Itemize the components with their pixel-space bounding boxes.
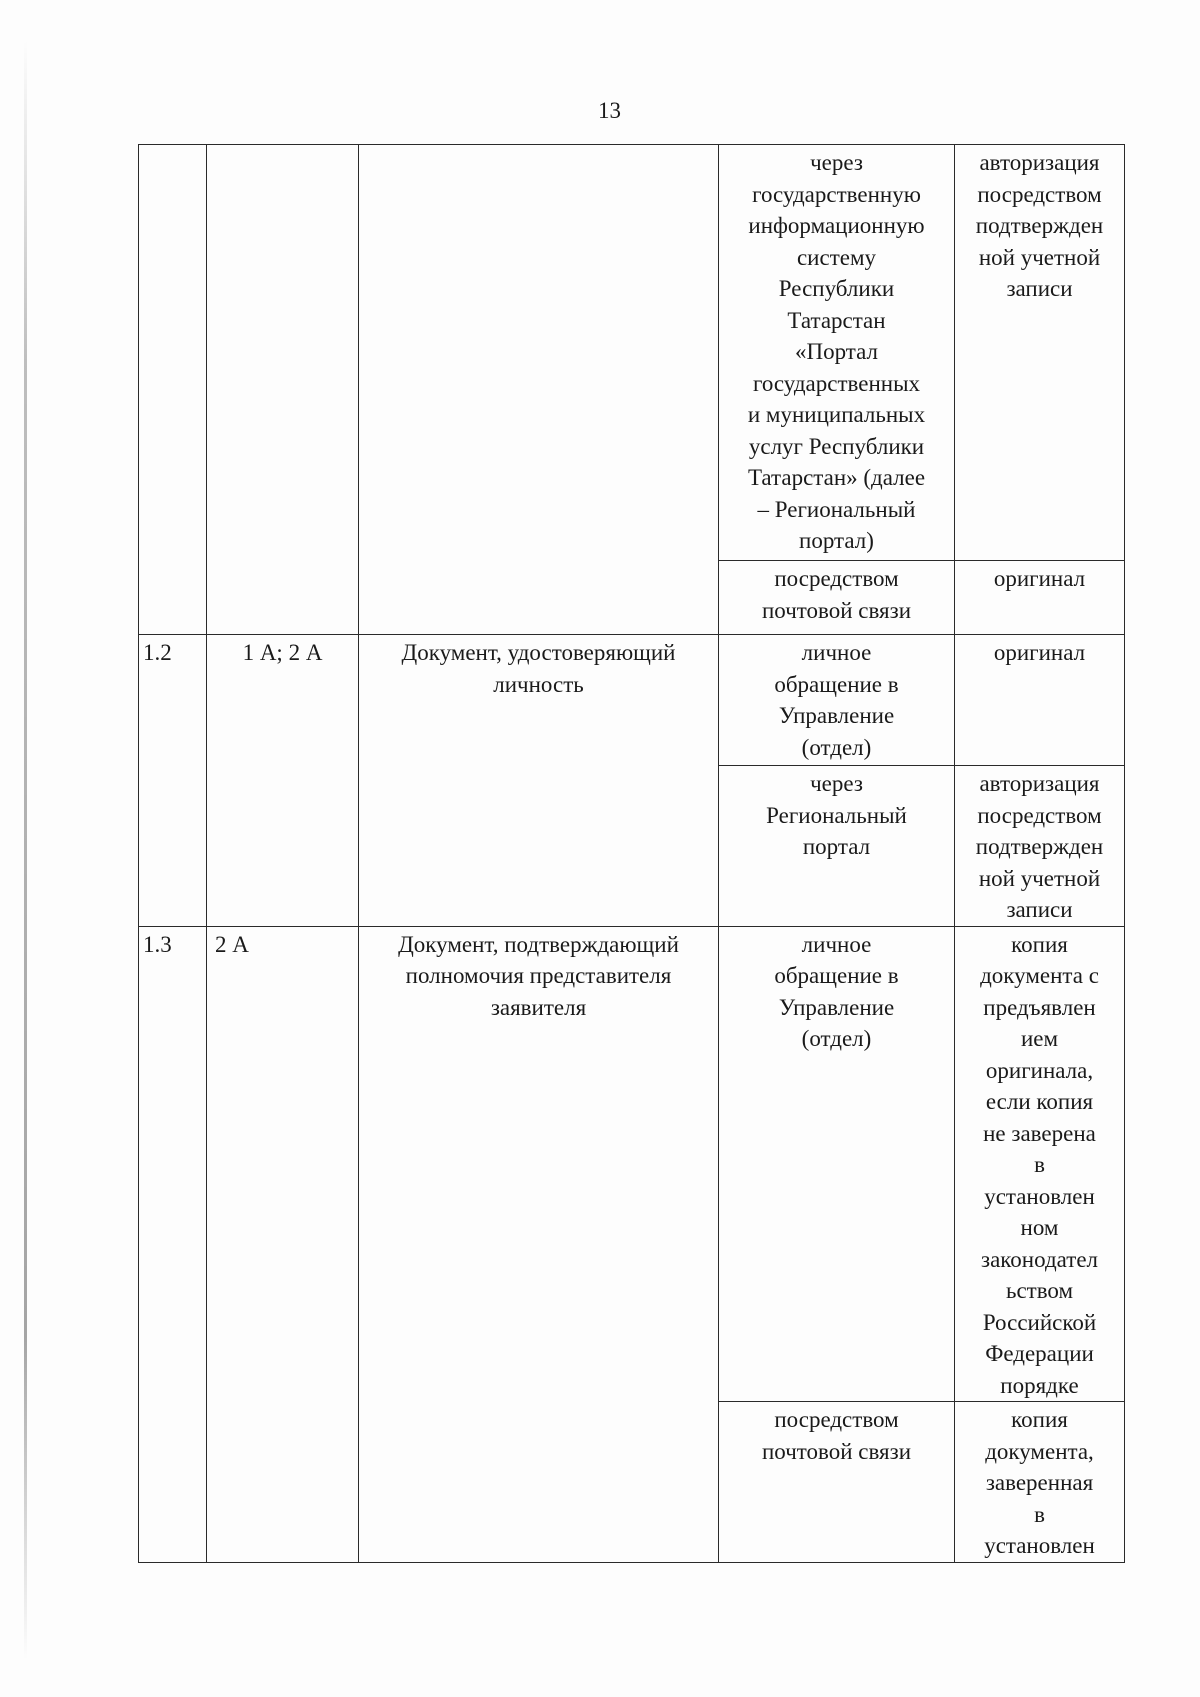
- documents-table: [138, 144, 1125, 1563]
- submission-way-cell: посредством почтовой связи: [719, 561, 955, 635]
- document-form-cell: оригинал: [955, 561, 1125, 635]
- category-code-cell: 1 А; 2 А: [207, 635, 359, 927]
- table-row: [139, 926, 1125, 1402]
- page-number: 13: [598, 98, 621, 123]
- submission-way-cell: личное обращение в Управление (отдел): [719, 635, 955, 766]
- document-form-cell: авторизация посредством подтвержден ной учетной записи: [955, 766, 1125, 927]
- row-number-cell: [139, 145, 207, 635]
- category-code-cell: 2 А: [207, 926, 359, 1562]
- document-name-cell: Документ, подтверждающий полномочия представителя заявителя: [359, 926, 719, 1562]
- table-row: [139, 145, 1125, 561]
- document-form-cell: копия документа, заверенная в установлен: [955, 1402, 1125, 1563]
- submission-way-cell: через государственную информационную систему Республики Татарстан «Портал государственных и муниципальных услуг Республики Татарстан» (далее – Региональный портал): [719, 145, 955, 561]
- document-form-cell: копия документа с предъявлен ием оригинала, если копия не заверена в установлен ном законодател ьством Российской Федерации порядке: [955, 926, 1125, 1402]
- row-number-cell: 1.2: [139, 635, 207, 927]
- table-row: [139, 635, 1125, 766]
- document-form-cell: авторизация посредством подтвержден ной учетной записи: [955, 145, 1125, 561]
- document-form-cell: оригинал: [955, 635, 1125, 766]
- submission-way-cell: посредством почтовой связи: [719, 1402, 955, 1563]
- submission-way-cell: личное обращение в Управление (отдел): [719, 926, 955, 1402]
- submission-way-cell: через Региональный портал: [719, 766, 955, 927]
- document-name-cell: Документ, удостоверяющий личность: [359, 635, 719, 927]
- document-name-cell: [359, 145, 719, 635]
- scan-edge-shadow: [24, 40, 27, 1660]
- row-number-cell: 1.3: [139, 926, 207, 1562]
- category-code-cell: [207, 145, 359, 635]
